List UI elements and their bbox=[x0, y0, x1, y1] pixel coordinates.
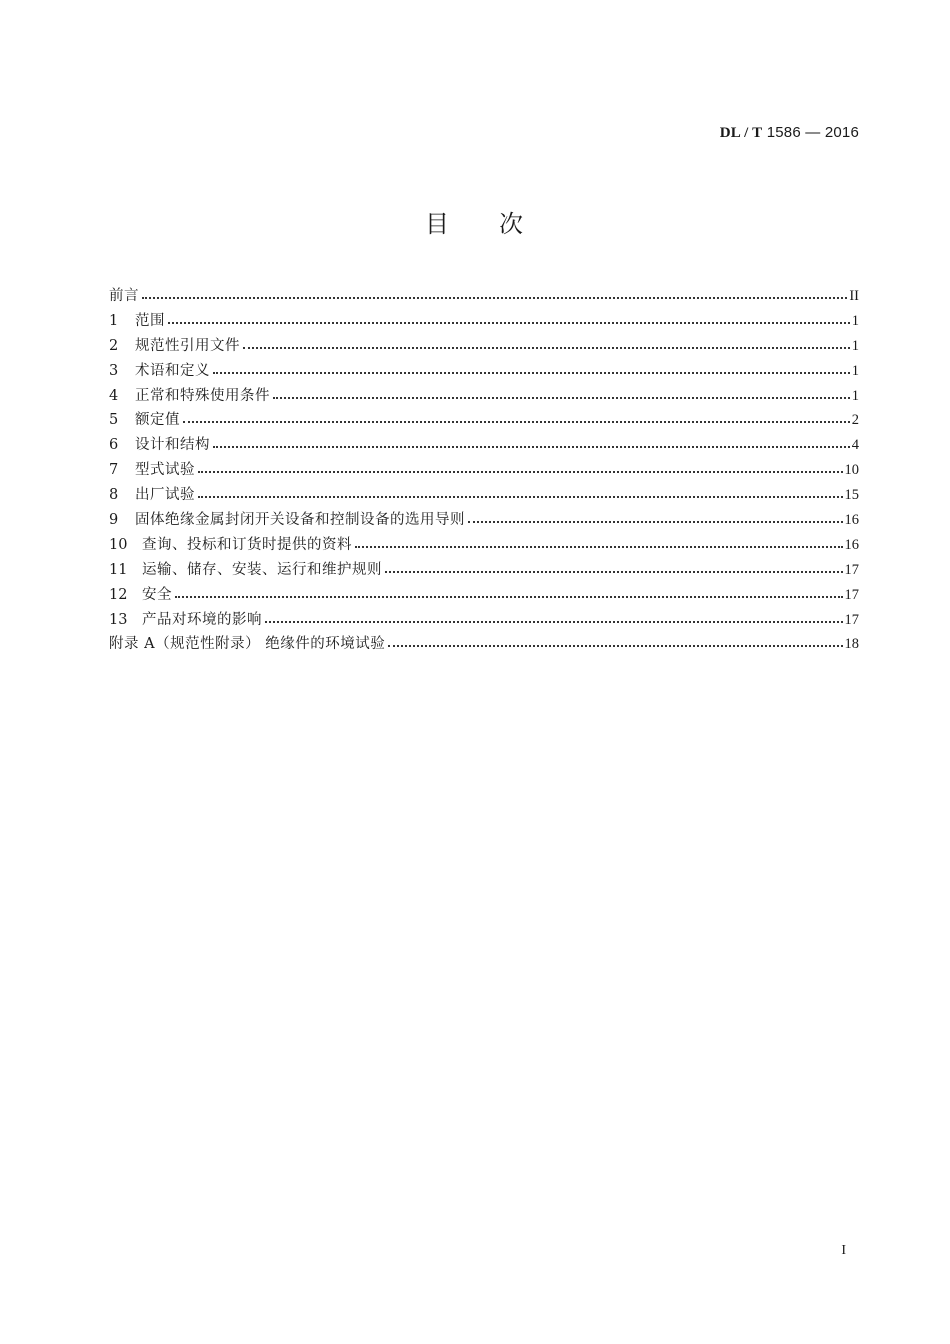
toc-entry-number: 9 bbox=[109, 512, 119, 529]
page-title-part1: 目 bbox=[425, 210, 451, 238]
toc-entry-title: 前言 bbox=[109, 288, 139, 304]
toc-dot-leader bbox=[355, 533, 843, 558]
toc-entry-page: 2 bbox=[851, 412, 859, 429]
toc-entry-12[interactable] bbox=[109, 583, 859, 608]
toc-entry-page: 4 bbox=[851, 437, 859, 454]
toc-entry-annex-a[interactable] bbox=[109, 632, 859, 657]
toc-dot-leader bbox=[265, 608, 843, 633]
toc-entry-9[interactable] bbox=[109, 508, 859, 533]
toc-entry-3[interactable] bbox=[109, 359, 859, 384]
toc-dot-leader bbox=[243, 334, 850, 359]
toc-entry-title: 出厂试验 bbox=[135, 487, 195, 504]
toc-entry-title: 安全 bbox=[142, 586, 172, 603]
page-number: I bbox=[841, 1243, 846, 1258]
toc-entry-4[interactable] bbox=[109, 384, 859, 409]
toc-dot-leader bbox=[213, 433, 850, 458]
toc-dot-leader bbox=[385, 558, 843, 583]
standard-number bbox=[720, 124, 859, 142]
toc-dot-leader bbox=[183, 408, 850, 433]
toc-entry-2[interactable] bbox=[109, 334, 859, 359]
toc-entry-title: 范围 bbox=[135, 312, 165, 329]
toc-dot-leader bbox=[142, 284, 847, 309]
toc-entry-number: 10 bbox=[109, 536, 128, 553]
toc-entry-1[interactable] bbox=[109, 309, 859, 334]
toc-entry-number: 1 bbox=[109, 312, 119, 329]
page-title-part2: 次 bbox=[499, 210, 525, 238]
toc-entry-title: 查询、投标和订货时提供的资料 bbox=[142, 536, 352, 553]
toc-dot-leader bbox=[388, 632, 842, 657]
toc-entry-page: 15 bbox=[844, 487, 859, 504]
toc-entry-7[interactable] bbox=[109, 458, 859, 483]
toc-entry-title: 额定值 bbox=[135, 412, 180, 429]
toc-entry-number: 4 bbox=[109, 387, 119, 404]
toc-dot-leader bbox=[273, 384, 850, 409]
toc-entry-page: 1 bbox=[851, 337, 859, 354]
toc-entry-page: 1 bbox=[851, 312, 859, 329]
toc-entry-number: 6 bbox=[109, 437, 119, 454]
toc-entry-page: 16 bbox=[844, 536, 859, 553]
toc-entry-page: 1 bbox=[851, 362, 859, 379]
toc-entry-number: 8 bbox=[109, 487, 119, 504]
toc-entry-10[interactable] bbox=[109, 533, 859, 558]
toc-dot-leader bbox=[168, 309, 850, 334]
toc-dot-leader bbox=[198, 458, 843, 483]
toc-entry-title: 固体绝缘金属封闭开关设备和控制设备的选用导则 bbox=[135, 512, 465, 529]
toc-entry-page: 17 bbox=[844, 611, 859, 628]
toc-entry-6[interactable] bbox=[109, 433, 859, 458]
toc-entry-title: 设计和结构 bbox=[135, 437, 210, 454]
toc-entry-13[interactable] bbox=[109, 608, 859, 633]
toc-entry-number: 7 bbox=[109, 462, 119, 479]
page-title bbox=[0, 204, 950, 239]
toc-entry-number: 13 bbox=[109, 611, 128, 628]
toc-entry-title: 附录 A（规范性附录） 绝缘件的环境试验 bbox=[109, 636, 386, 653]
toc-entry-foreword[interactable] bbox=[109, 284, 859, 309]
toc-dot-leader bbox=[198, 483, 843, 508]
toc-entry-title: 运输、储存、安装、运行和维护规则 bbox=[142, 561, 382, 578]
toc-dot-leader bbox=[175, 583, 843, 608]
toc-entry-page: 17 bbox=[844, 586, 859, 603]
toc-entry-5[interactable] bbox=[109, 408, 859, 433]
toc-entry-title: 术语和定义 bbox=[135, 362, 210, 379]
toc-dot-leader bbox=[468, 508, 843, 533]
toc-entry-number: 2 bbox=[109, 337, 119, 354]
toc-entry-number: 5 bbox=[109, 412, 119, 429]
toc-entry-page: 16 bbox=[844, 512, 859, 529]
toc-entry-number: 12 bbox=[109, 586, 128, 603]
toc-entry-title: 产品对环境的影响 bbox=[142, 611, 262, 628]
toc-entry-number: 11 bbox=[109, 561, 128, 578]
toc-entry-title: 型式试验 bbox=[135, 462, 195, 479]
toc-entry-title: 正常和特殊使用条件 bbox=[135, 387, 270, 404]
toc-entry-page: II bbox=[849, 288, 859, 304]
standard-code: 1586 — 2016 bbox=[766, 124, 859, 141]
toc-dot-leader bbox=[213, 359, 850, 384]
standard-prefix: DL / T bbox=[719, 125, 763, 141]
toc-entry-page: 17 bbox=[844, 561, 859, 578]
toc-entry-page: 1 bbox=[851, 387, 859, 404]
toc-entry-page: 18 bbox=[844, 636, 859, 653]
toc-entry-title: 规范性引用文件 bbox=[135, 337, 240, 354]
toc-entry-number: 3 bbox=[109, 362, 119, 379]
toc-entry-11[interactable] bbox=[109, 558, 859, 583]
toc-entry-page: 10 bbox=[844, 462, 859, 479]
table-of-contents bbox=[109, 284, 859, 657]
toc-entry-8[interactable] bbox=[109, 483, 859, 508]
